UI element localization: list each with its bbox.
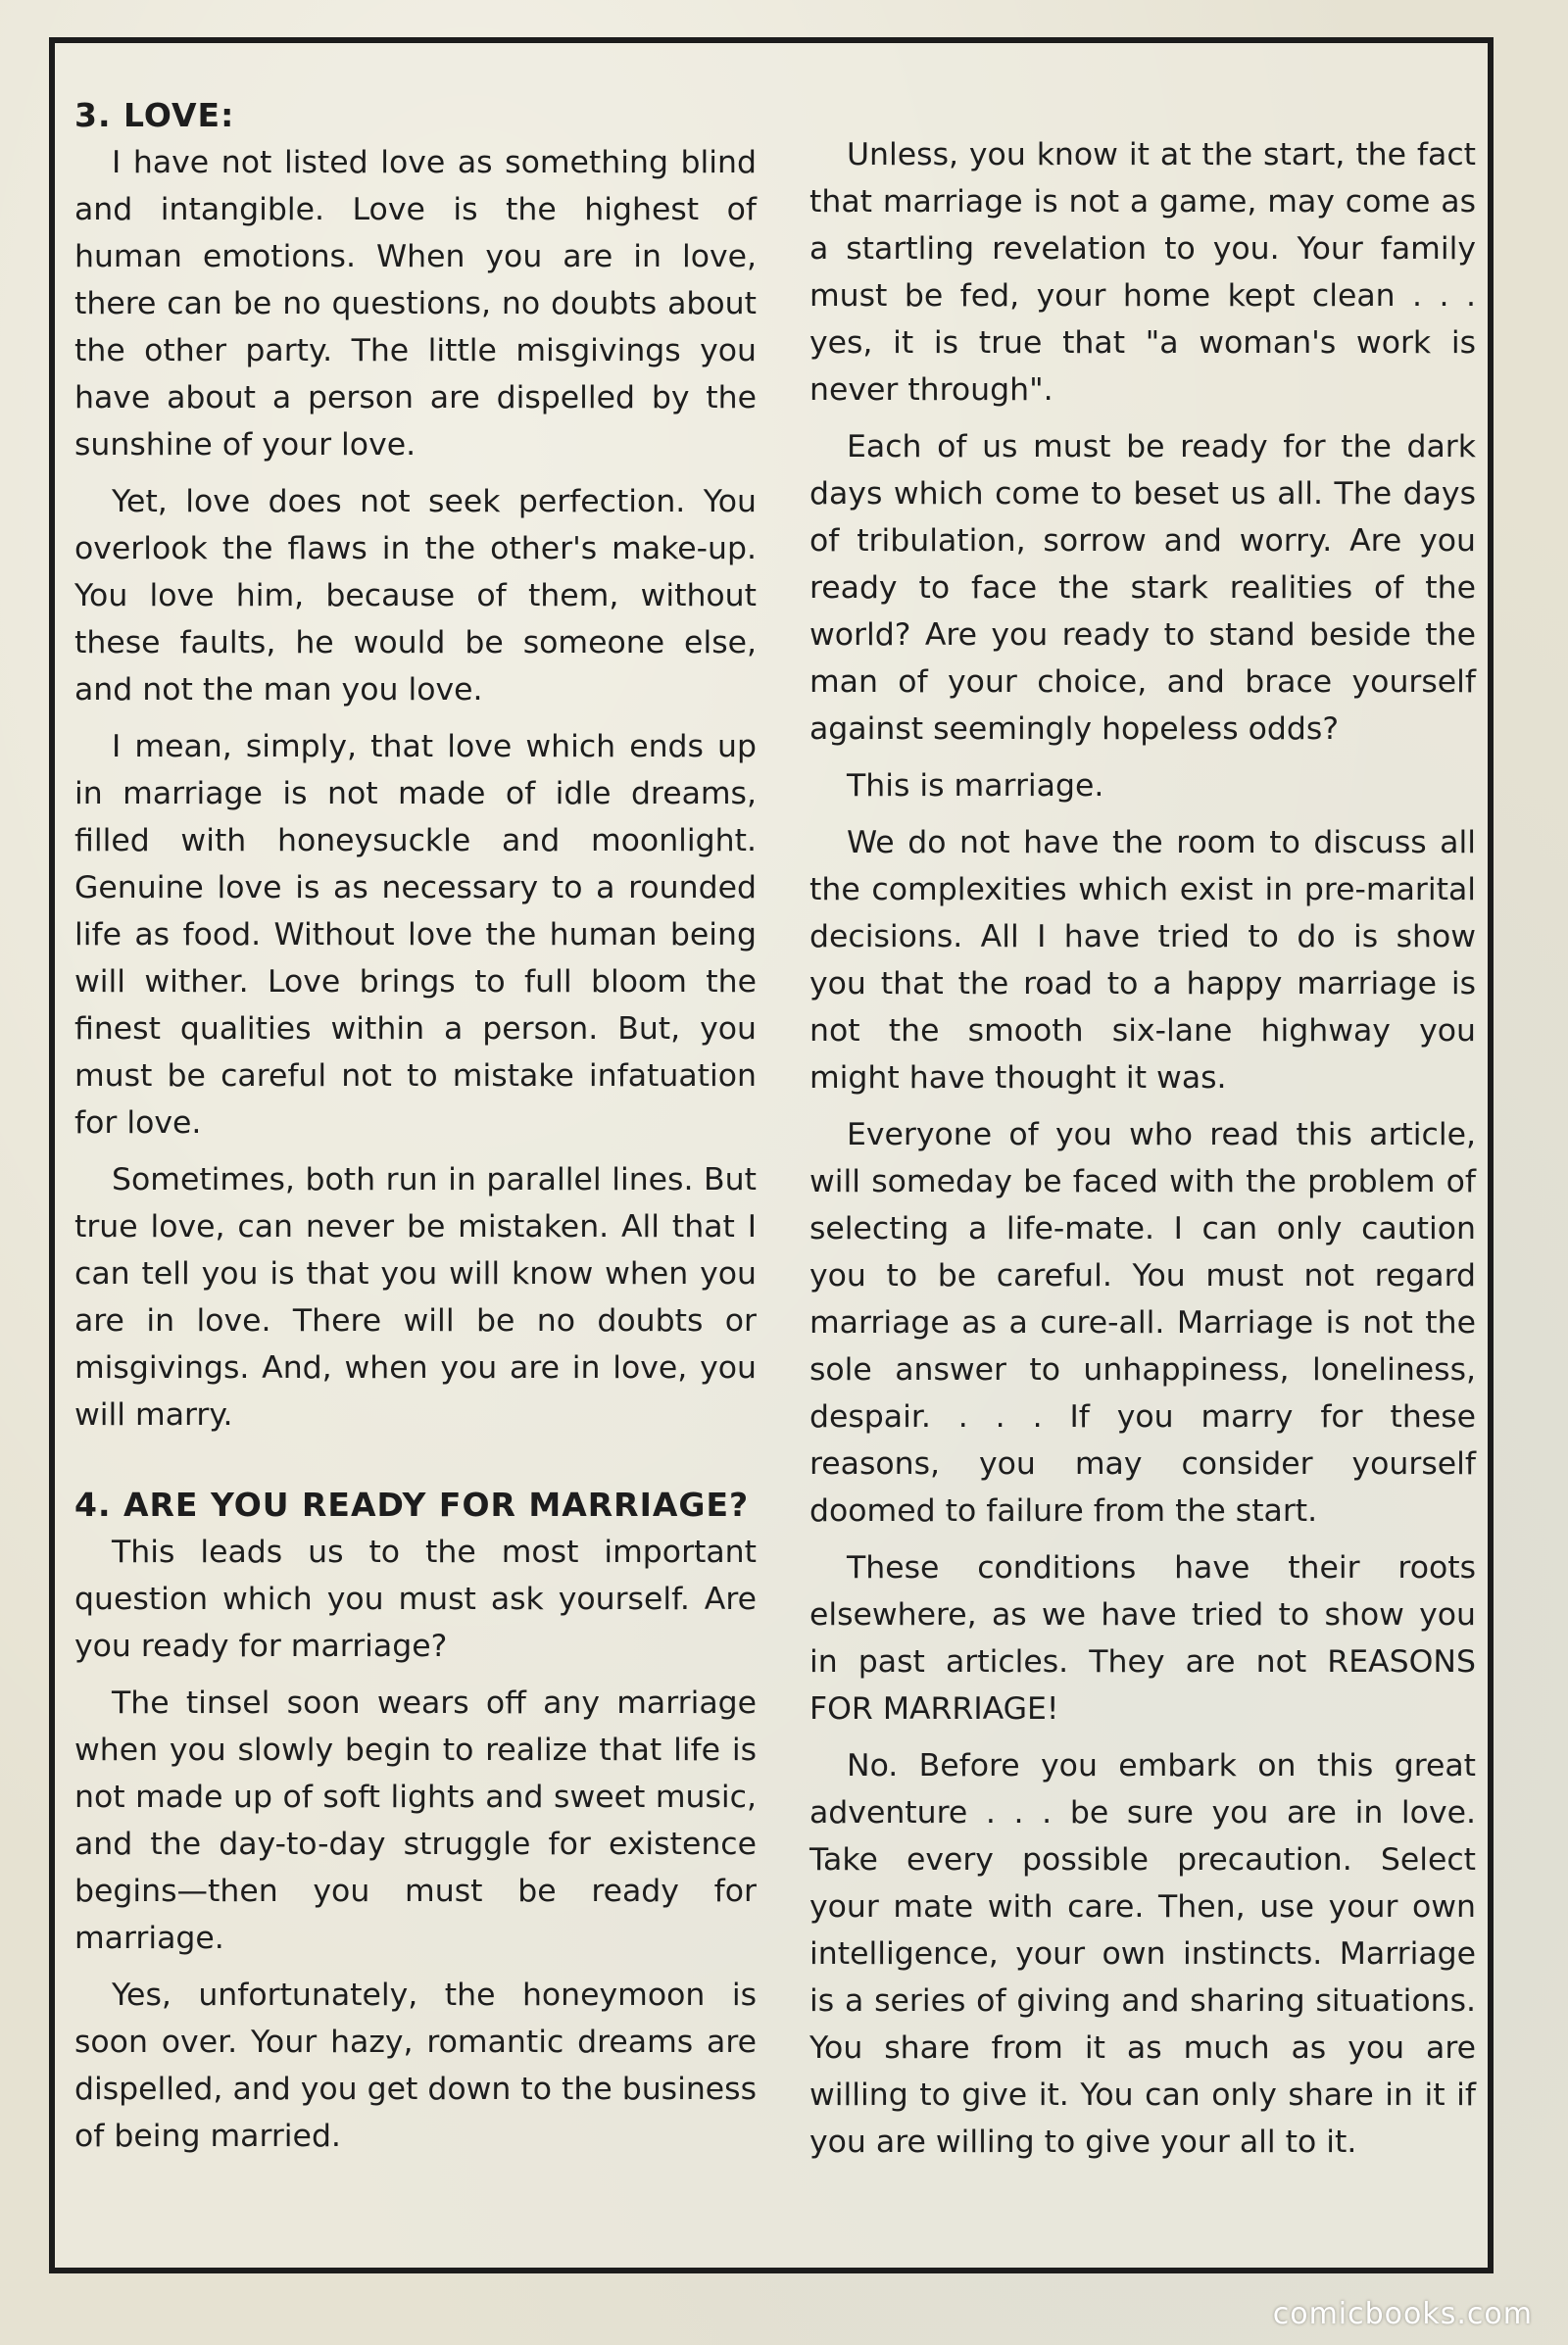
paragraph: We do not have the room to discuss all the complexities which exist in pre-marital decisions. All I have tried to do is show you that the road to a happy marriage is not the smooth six-lane highway you might have thought it was. [809,825,1476,1096]
paragraph: Sometimes, both run in parallel lines. But true love, can never be mistaken. All that I can tell you is that you will know when you are in love. There will be no doubts or misgivings. And, when you are in love, you will marry. [74,1162,757,1433]
paragraph: I have not listed love as something blind and intangible. Love is the highest of human emotions. When you are in love, there can be no questions, no doubts about the other party. The little misgivings you have about a person are dispelled by the sunshine of your love. [74,145,757,463]
paragraph: Yes, unfortunately, the honeymoon is soon over. Your hazy, romantic dreams are dispelled, and you get down to the business of being married. [74,1978,757,2154]
section-heading-ready-for-marriage: 4. ARE YOU READY FOR MARRIAGE? [74,1486,750,1524]
paragraph: This is marriage. [847,768,1104,804]
paragraph: Each of us must be ready for the dark days which come to beset us all. The days of tribulation, sorrow and worry. Are you ready to face the stark realities of the world? Are you ready to stand beside the man of your choice, and brace yourself against seemingly hopeless odds? [809,429,1476,747]
paragraph: Unless, you know it at the start, the fact that marriage is not a game, may come as a startling revelation to you. Your family must be fed, your home kept clean . . . yes, it is true that "a woman's work is never through". [809,137,1476,408]
paragraph: These conditions have their roots elsewhere, as we have tried to show you in past articles. They are not REASONS FOR MARRIAGE! [809,1550,1476,1727]
right-column [809,92,1476,2175]
paragraph: This leads us to the most important question which you must ask yourself. Are you ready for marriage? [74,1535,757,1664]
watermark-text: comicbooks.com [1272,2297,1533,2331]
left-column [74,92,757,2170]
paragraph: I mean, simply, that love which ends up in marriage is not made of idle dreams, filled with honeysuckle and moonlight. Genuine love is as necessary to a rounded life as food. Without love the human being will wither. Love brings to full bloom the finest qualities within a person. But, you must be careful not to mistake infatuation for love. [74,729,757,1141]
paragraph: Everyone of you who read this article, will someday be faced with the problem of selecting a life-mate. I can only caution you to be careful. You must not regard marriage as a cure-all. Marriage is not the sole answer to unhappiness, loneliness, despair. . . . If you marry for these reasons, you may consider yourself doomed to failure from the start. [809,1117,1476,1529]
paragraph: The tinsel soon wears off any marriage when you slowly begin to realize that life is not made up of soft lights and sweet music, and the day-to-day struggle for existence begins—then you must be ready for marriage. [74,1685,757,1956]
paragraph: No. Before you embark on this great adventure . . . be sure you are in love. Take every possible precaution. Select your mate with care. Then, use your own intelligence, your own instincts. Marriage is a series of giving and sharing situations. You share from it as much as you are willing to give it. You can only share in it if you are willing to give your all to it. [809,1748,1476,2160]
paragraph: Yet, love does not seek perfection. You overlook the flaws in the other's make-up. You love him, because of them, without these faults, he would be someone else, and not the man you love. [74,484,757,708]
section-heading-love: 3. LOVE: [74,96,235,134]
article-frame [49,37,1494,2273]
